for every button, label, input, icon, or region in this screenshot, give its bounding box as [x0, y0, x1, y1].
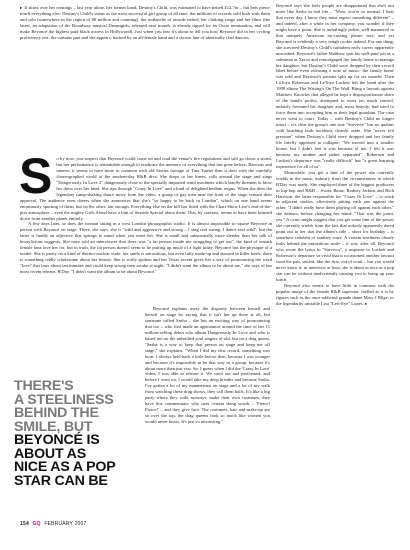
pull-quote-line: ABOUT AS: [14, 445, 86, 462]
body-paragraph: o by now, you suspect that Beyoncé could come on and read the venue's fire regulations and still go down a storm, but her performance is remarkable enough to eradicate the memory of everything that has gone before. Raucous and intense, it seems to have more in common with old Sixties footage of Tina Turner than it does with the carefully choreographed world of the modern-day R&B diva. She drops to her knees, rolls around the stage and sings "Dangerously In Love 2" dangerously close to the specially imported wind machines which briefly threaten to blow her dress over her head. She rips through "Crazy In Love" and a kind of delighted bedlam reigns. When she does the legendary rump-shaking dance move from the video, a group of gay men near the front of the stage scream their approval. The audience even cheers when she announces that she's "so happy to be back in London", which on one hand seems enormously sporting of them, but on the other, fair enough. Everything else on the bill has fitted with the Chart Show Live's end-of-the-pier atmosphere – even the mighty Girls Aloud have a hint of Seaside Special about them. This, by contrast, seems to have been beamed down from another planet entirely.: [20, 156, 272, 221]
body-paragraph: Beyoncé explains away the disparity between herself and herself on stage by saying that it isn't her up there at all, but someone called Sasha – she has an exciting way of pronouncing that too – who first made an appearance around the time of her 11 million-selling debut solo album Dangerously In Love and who is based not on the unbridled soul singers of old, but on a drag queen. "Sasha is a way to keep that person on stage and keep me off stage," she explains. "When I did my first record, something was born. I always held back a little before then, because I was younger and because it's impossible to be that way in a group, because it's about more than just you. So, I guess when I did the 'Crazy In Love' video, I was able to release it. We went out and performed, and before I went on, I would take my deep breaths and become Sasha. I've gotten a lot of my mannerisms on stage and a lot of my walk from watching these drag shows, they call them balls. It's like a big party where they walk runways, make their own costumes, they have this commentator who uses certain slang words – 'Fierce! Fierce!' – and they give face. The costumes, hair and make-up are so over the top, the drag queens look so much like women you would never know. It's just so interesting.": [145, 306, 270, 425]
lede-body: [19, 148, 272, 275]
intro-paragraph: [20, 5, 270, 41]
pull-quote: [14, 380, 142, 488]
right-column: [276, 3, 394, 307]
body-paragraph: A few days later, so does the woman sitting in a west London photographic studio. It is almost impossible to square Beyoncé in person with Beyoncé on stage. There, she says, she is "wild and aggressive and strong – I sing real strong. I dance real wild", but the latter is hardly an adjective that springs to mind when you meet her. She is small and substantially more slender than her talk of bootylicious suggests. She once told an interviewer that there was "a fat person inside me struggling to get out", the kind of remark female fans love her for, but in truth, the fat person doesn't seem to be putting up much of a fight today. Beyoncé has the physique of a model. She is pretty on a kind of thermo-nuclear scale: her smile is miraculous, but even fully made-up and dressed in killer heels, there is something oddly wholesome about her beauty. She is softly spoken and her Texas accent gives her a way of pronouncing the word "love" that lasts about ten minutes and could keep strong men awake at night. "I didn't want the album to be about me," she says of her most recent release, B'Day. "I didn't want the album to be about Beyoncé.": [20, 221, 272, 275]
pull-quote-line: THERE'S: [14, 378, 74, 394]
body-paragraph: Meanwhile, you get a hint of the power she currently wields in the music industry from the circumstances in which B'Day was made. She employed three of the biggest producers in hip-hop and R&B – Swizz Beatz, Rodney Jerkins and Rich Harrison, the latter responsible for "Crazy In Love" – to work in adjacent studios, effectively pitting each one against the other. "I didn't really have them playing off against each other," she demurs, before changing her mind: "That was the point, yes." A cynic might suggest that you get some hint of the power she currently wields from the fact that nobody apparently dared point out to her that the album's title – short for birthday – is somehow redolent of sanitary ware. A certain steeliness clearly lurks behind the miraculous smile – it was, after all, Beyoncé who wrote the lyrics to "Survivor", a response to Luckett and Roberson's departure so vivid that it occasioned another lawsuit from the pair, settled, like the first, out of court – but you would never know it: in interview at least, she is about as nice as a pop star can be without inadvertently causing you to bring up your lunch.: [276, 169, 394, 282]
pull-quote-line: BEYONCÉ IS: [14, 432, 100, 448]
pull-quote-line: NICE AS A POP: [14, 459, 116, 475]
intro-text: It skirts over her earnings – last year alone, her former band, Destiny's Child, was estimated to have netted £12.7m – but bets pretty much everything else: Destiny's Child's status as the most successful girl group of all time, the millions of records sold both with them and solo (somewhere in the region of 80 million and counting), the avalanche of awards netted, her clothing range and her films (the latest, an adaptation of the Broadway musical Dreamgirls, released next month, is already tipped for an Oscar nomination, and will make Beyoncé the highest paid black actress in Hollywood). Just when you fear it's about to tell you how Beyoncé did in her cycling proficiency test, the curtains part and she appears, backed by an all-female band and a chorus line of identically clad dancers.: [20, 5, 270, 40]
pull-quote-line: STAR CAN BE: [14, 472, 108, 489]
body-paragraph: Beyoncé also seems to have little in common with the popular image of the female R&B superstar, fuelled as it is by figures such as the once-addicted grande dame Mary J Blige, or the legendarily unstable Lisa "Left-Eye" Lopes. ▸: [276, 282, 394, 306]
pull-quote-line: A STEELINESS: [14, 391, 114, 408]
center-column: [145, 306, 270, 425]
issue-date: FEBRUARY 2007: [44, 521, 87, 527]
pull-quote-line: BEHIND THE: [14, 405, 99, 421]
drop-cap: S: [19, 148, 53, 204]
magazine-logo: GQ: [32, 521, 41, 527]
body-paragraph: Beyoncé says she feels people are disappointed that she's not more like Sasha in real life – "Wow, you're so normal: I hear that every day, I know they must expect something different" – and indeed, after a while in her company, you wonder if they might have a point. She is unfailingly polite, well-mannered in that uniquely American no-cussing please way, and yet Beyoncé is evidently a very tough cookie indeed. For one thing, she survived Destiny's Child's turbulent early career apparently unscathed. Beyoncé's father Matthew quit his well-paid job as a salesman at Xerox and remortgaged the family home to manage his daughter, but Destiny's Child were dropped by their record label before even releasing a note of music: the family home was sold and Beyoncé's parents split up for six months. Then LaToya Roberson and LeToya Luckett left the band after the 1999 album The Writing's On The Wall. Bitng a lawsuit against Matthew Knowles that alleged he kept a disproportionate share of the band's profits, attempted to exert too much control, unfairly favoured his daughter and, most heavily, had tried to force them into accepting him as their legal guardian. The case never went to court. Today – with Destiny's Child no longer intact – it's clear the group's one true "Survivor" has no qualms with brushing both incidents cleanly aside. She "never felt pressure" when Destiny's Child were dropped and her family life briefly appeared to collapse: "We moved into a smaller house, but I didn't feel it was because of me, I felt it was because my mother and father separated". Roberson and Luckett's departure was "really difficult" but "a great learning experience for all of us".: [276, 3, 394, 169]
page-footer: [20, 521, 87, 527]
pull-quote-line: SMILE, BUT: [14, 418, 93, 435]
page-number: 154: [20, 521, 29, 527]
arrow-icon: ▸: [20, 5, 23, 10]
